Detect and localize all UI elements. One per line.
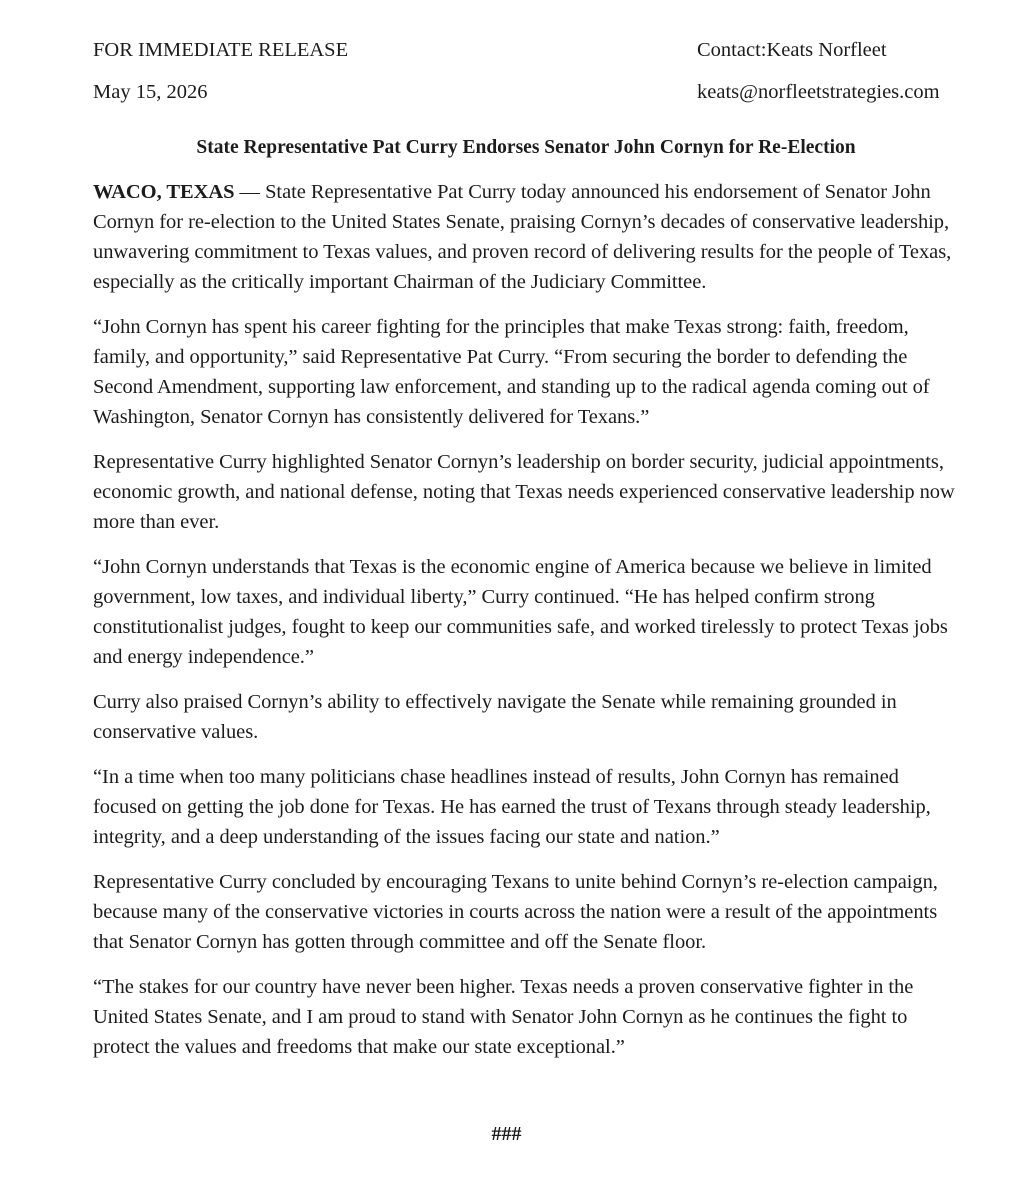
body-paragraph-7: “The stakes for our country have never been higher. Texas needs a proven conservative fighter in the United States Senate, and I am proud to stand with Senator John Cornyn as he continues the fight to protect the values and freedoms that make our state exceptional.” — [93, 976, 914, 1058]
headline: State Representative Pat Curry Endorses Senator John Cornyn for Re-Election — [196, 137, 856, 158]
release-label: FOR IMMEDIATE RELEASE — [93, 39, 349, 61]
lead-text: — State Representative Pat Curry today announced his endorsement of Senator John Cornyn for re-election to the United States Senate, praising Cornyn’s decades of conservative leadership, unwavering commitment to Texas values, and proven record of delivering results for the people of Texas, especially as the critically important Chairman of the Judiciary Committee. — [93, 181, 952, 293]
end-mark: ### — [491, 1123, 522, 1145]
body-paragraph-3: “John Cornyn understands that Texas is the economic engine of America because we believe in limited government, low taxes, and individual liberty,” Curry continued. “He has helped confirm strong constitutionalist judges, fought to keep our communities safe, and worked tirelessly to protect Texas jobs and energy independence.” — [93, 556, 948, 668]
contact-name: Contact:Keats Norfleet — [697, 39, 887, 61]
press-release — [93, 30, 959, 1077]
release-date: May 15, 2026 — [93, 81, 208, 103]
release-header-row — [93, 37, 959, 63]
release-date-row — [93, 79, 959, 105]
body-paragraph-6: Representative Curry concluded by encouraging Texans to unite behind Cornyn’s re-election campaign, because many of the conservative victories in courts across the nation were a result of the appointments that Senator Cornyn has gotten through committee and off the Senate floor. — [93, 871, 938, 953]
body-paragraph-4: Curry also praised Cornyn’s ability to effectively navigate the Senate while remaining grounded in conservative values. — [93, 691, 897, 743]
body-paragraph-5: “In a time when too many politicians chase headlines instead of results, John Cornyn has remained focused on getting the job done for Texas. He has earned the trust of Texans through steady leadership, integrity, and a deep understanding of the issues facing our state and nation.” — [93, 766, 931, 848]
contact-email: keats@norfleetstrategies.com — [697, 81, 940, 103]
lead-paragraph — [93, 177, 959, 297]
body-paragraph-2: Representative Curry highlighted Senator Cornyn’s leadership on border security, judicial appointments, economic growth, and national defense, noting that Texas needs experienced conservative leadership now more than ever. — [93, 451, 955, 533]
dateline: WACO, TEXAS — [93, 181, 235, 203]
body-paragraph-1: “John Cornyn has spent his career fighting for the principles that make Texas strong: faith, freedom, family, and opportunity,” said Representative Pat Curry. “From securing the border to defending the Second Amendment, supporting law enforcement, and standing up to the radical agenda coming out of Washington, Senator Cornyn has consistently delivered for Texans.” — [93, 316, 930, 428]
